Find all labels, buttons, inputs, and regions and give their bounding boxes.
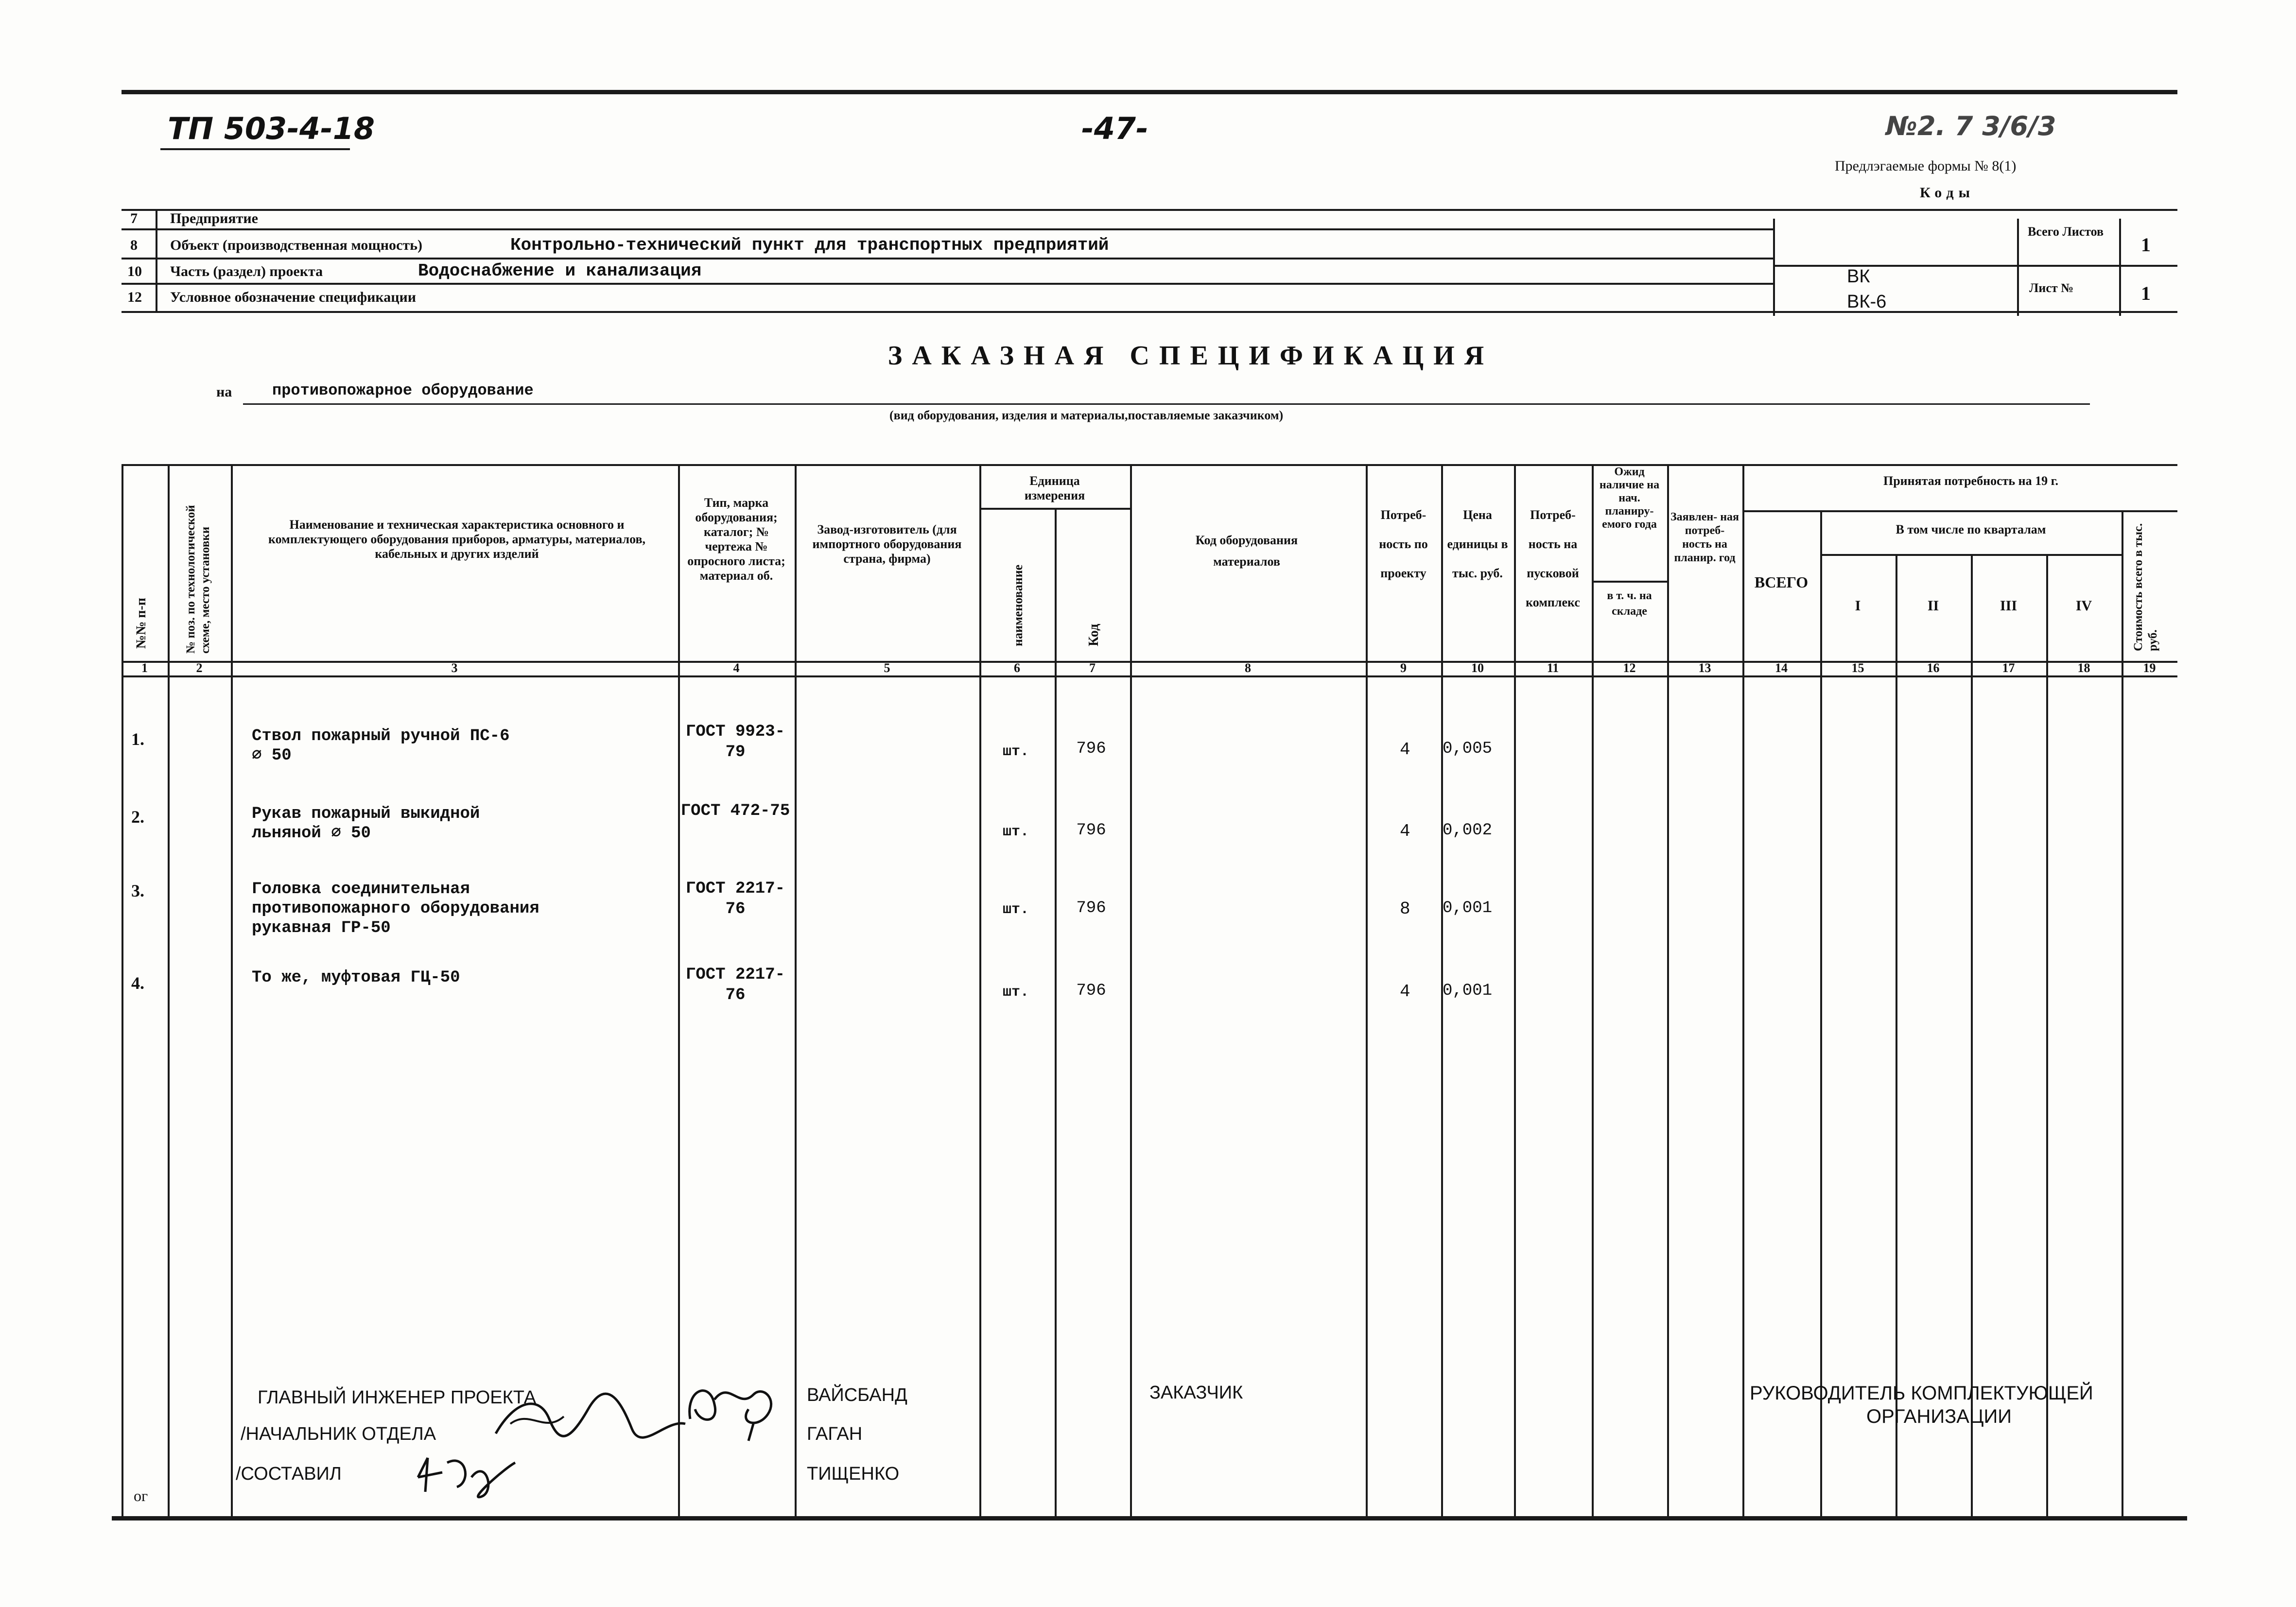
row-1-unit: шт. (1002, 743, 1029, 760)
info-row-12-num: 12 (127, 289, 142, 305)
total-sheets-value: 1 (2141, 234, 2151, 256)
code-vk6: ВК-6 (1847, 292, 1887, 312)
row-3-gost: ГОСТ 2217-76 (685, 880, 785, 918)
info-top-line (122, 209, 2177, 211)
col-7-header: Код (1086, 623, 1101, 646)
col-line-4 (795, 464, 797, 1516)
col-num-11: 11 (1547, 661, 1559, 675)
col-line-6 (1055, 508, 1057, 1516)
col-line-17 (2046, 554, 2048, 1516)
row-4-number: 4. (131, 973, 144, 993)
sheet-label: Лист № (2029, 281, 2074, 295)
page-title: ЗАКАЗНАЯ СПЕЦИФИКАЦИЯ (887, 341, 1494, 371)
row-2-gost: ГОСТ 472-75 (680, 802, 790, 820)
row-1-qty: 4 (1400, 740, 1410, 760)
info-sheets-bottom (1773, 311, 2177, 313)
info-row-8-label: Объект (производственная мощность) (170, 237, 422, 253)
signatory-3: ТИЩЕНКО (807, 1464, 900, 1484)
row-1-name: Ствол пожарный ручной ПС-6 ∅ 50 (252, 727, 510, 765)
signature-chief-engineer (680, 1370, 792, 1443)
col-num-3: 3 (451, 661, 458, 675)
inventory-number: №2. 7 3/6/3 (1886, 111, 2056, 141)
org-head-label-2: ОРГАНИЗАЦИИ (1866, 1406, 2012, 1427)
row-4-code: 796 (1076, 982, 1106, 1000)
quarters-header: В том числе по кварталам (1896, 522, 2046, 536)
table-top (122, 464, 2177, 466)
info-row-7-label: Предприятие (170, 210, 258, 226)
unit-group-header: Единица измерения (1024, 474, 1085, 502)
info-sheets-divider-2 (2119, 219, 2121, 316)
info-sheets-mid (1773, 265, 2177, 267)
subject-prefix: на (216, 384, 232, 400)
col-9-header: Потреб- ность по проекту (1379, 508, 1428, 580)
top-border (122, 90, 2177, 94)
col-line-0 (122, 464, 123, 1516)
codes-label: Коды (1920, 185, 1975, 201)
info-row-10-label: Часть (раздел) проекта (170, 263, 323, 279)
row-3-unit: шт. (1002, 901, 1029, 918)
row-4-qty: 4 (1400, 982, 1410, 1002)
col-14-header: ВСЕГО (1754, 573, 1809, 591)
col-4-header: Тип, марка оборудования; каталог; № чертежа № опросного листа; материал об. (687, 496, 785, 583)
col-num-2: 2 (196, 661, 203, 675)
col-10-header: Цена единицы в тыс. руб. (1447, 508, 1508, 580)
q4-header: IV (2075, 598, 2092, 614)
row-4-gost: ГОСТ 2217-76 (685, 966, 785, 1004)
col-num-1: 1 (141, 661, 148, 675)
page-number: -47- (1081, 111, 1148, 146)
info-line-2 (122, 258, 1774, 259)
accepted-header: Принятая потребность на 19 г. (1883, 474, 2058, 488)
col-1-header: №№ п-п (134, 598, 149, 649)
row-4-name: То же, муфтовая ГЦ-50 (252, 968, 460, 987)
col-line-7 (1130, 464, 1132, 1516)
col-19-header: Стоимость всего в тыс. руб. (2132, 523, 2159, 651)
col-num-13: 13 (1698, 661, 1711, 675)
accepted-line (1742, 510, 2177, 512)
info-line-1 (122, 228, 1774, 230)
col-5-header: Завод-изготовитель (для импортного оборудования страна, фирма) (812, 522, 962, 566)
code-vk: ВК (1847, 266, 1870, 287)
info-code-divider (1773, 219, 1775, 316)
col-num-17: 17 (2002, 661, 2015, 675)
unit-group-line (979, 508, 1130, 510)
q1-header: I (1855, 598, 1861, 614)
row-3-code: 796 (1076, 899, 1106, 917)
row-1-price: 0,005 (1443, 740, 1493, 758)
q2-header: II (1927, 598, 1939, 614)
col-num-9: 9 (1400, 661, 1407, 675)
chief-engineer-label: ГЛАВНЫЙ ИНЖЕНЕР ПРОЕКТА (258, 1387, 537, 1408)
col-line-12 (1667, 464, 1669, 1516)
col-line-15 (1896, 554, 1897, 1516)
subject-underline (243, 403, 2090, 405)
info-row-8-num: 8 (130, 237, 138, 253)
info-num-divider (156, 209, 157, 311)
col-line-2 (231, 464, 233, 1516)
col-line-13 (1742, 464, 1744, 1516)
info-row-7-num: 7 (130, 210, 138, 226)
compiled-label: /СОСТАВИЛ (236, 1464, 342, 1484)
col-line-10 (1514, 464, 1516, 1516)
row-3-price: 0,001 (1443, 899, 1493, 917)
row-2-qty: 4 (1400, 821, 1410, 841)
col-2-header: № поз. по технологической схеме, место установки (184, 505, 212, 654)
info-row-8-value: Контрольно-технический пункт для транспортных предприятий (510, 235, 1109, 255)
row-1-gost: ГОСТ 9923-79 (685, 723, 785, 761)
col-num-16: 16 (1927, 661, 1940, 675)
quarters-line (1820, 554, 2122, 556)
signature-dept-head (486, 1390, 690, 1453)
col-6-header: наименование (1011, 564, 1025, 646)
col-12b-header: в т. ч. на складе (1607, 589, 1652, 618)
subject-note: (вид оборудования, изделия и материалы,поставляемые заказчиком) (889, 408, 1284, 422)
row-3-number: 3. (131, 881, 144, 900)
col-num-10: 10 (1471, 661, 1484, 675)
corner-mark: ог (134, 1487, 148, 1504)
row-3-name: Головка соединительная противопожарного оборудования рукавная ГР-50 (252, 880, 539, 937)
col-8-header: Код оборудования материалов (1195, 533, 1298, 569)
row-1-code: 796 (1076, 740, 1106, 758)
form-note: Предлэгаемые формы № 8(1) (1835, 158, 2017, 174)
col-line-8 (1366, 464, 1368, 1516)
info-line-3 (122, 283, 1774, 285)
col-num-7: 7 (1089, 661, 1096, 675)
info-row-10-num: 10 (127, 263, 142, 279)
sheet-value: 1 (2141, 282, 2151, 304)
col-13-header: Заявлен- ная потреб- ность на планир. год (1670, 511, 1739, 564)
signature-compiled (413, 1448, 520, 1502)
row-2-name: Рукав пожарный выкидной льняной ∅ 50 (252, 805, 480, 843)
table-bottom (112, 1516, 2187, 1521)
info-row-10-value: Водоснабжение и канализация (418, 261, 702, 281)
info-row-12-label: Условное обозначение спецификации (170, 289, 417, 305)
doc-code-underline (160, 148, 350, 150)
row-2-price: 0,002 (1443, 821, 1493, 840)
dept-head-label: /НАЧАЛЬНИК ОТДЕЛА (241, 1424, 436, 1444)
col-num-4: 4 (733, 661, 740, 675)
col-num-6: 6 (1014, 661, 1020, 675)
col-num-12: 12 (1623, 661, 1636, 675)
col-num-8: 8 (1245, 661, 1251, 675)
col-num-5: 5 (884, 661, 890, 675)
col-line-11 (1592, 464, 1594, 1516)
c12-split-line (1592, 581, 1667, 583)
col-11-header: Потреб- ность на пусковой комплекс (1526, 508, 1580, 609)
row-3-qty: 8 (1400, 899, 1410, 919)
row-2-number: 2. (131, 807, 144, 827)
signatory-1: ВАЙСБАНД (807, 1385, 907, 1405)
doc-code: ТП 503-4-18 (168, 111, 375, 146)
col-num-15: 15 (1851, 661, 1864, 675)
org-head-label-1: РУКОВОДИТЕЛЬ КОМПЛЕКТУЮЩЕЙ (1750, 1382, 2093, 1404)
col-line-1 (168, 464, 170, 1516)
signatory-2: ГАГАН (807, 1424, 863, 1444)
col-line-16 (1971, 554, 1973, 1516)
row-2-code: 796 (1076, 821, 1106, 840)
row-2-unit: шт. (1002, 824, 1029, 840)
row-4-unit: шт. (1002, 984, 1029, 1001)
info-sheets-divider (2017, 219, 2019, 316)
total-sheets-label: Всего Листов (2027, 225, 2104, 239)
col-num-18: 18 (2077, 661, 2090, 675)
info-line-4 (122, 311, 1774, 313)
row-4-price: 0,001 (1443, 982, 1493, 1000)
numbers-bottom (122, 675, 2177, 677)
col-12-header: Ожид наличие на нач. планиру- емого года (1599, 466, 1660, 531)
col-num-14: 14 (1775, 661, 1788, 675)
col-num-19: 19 (2143, 661, 2156, 675)
q3-header: III (2000, 598, 2018, 614)
subject-value: противопожарное оборудование (272, 381, 534, 399)
col-3-header: Наименование и техническая характеристика основного и комплектующего оборудования приборов, арматуры, материалов, кабельных и других изделий (268, 518, 645, 561)
customer-label: ЗАКАЗЧИК (1149, 1382, 1243, 1403)
col-line-5 (979, 464, 981, 1516)
row-1-number: 1. (131, 729, 144, 749)
